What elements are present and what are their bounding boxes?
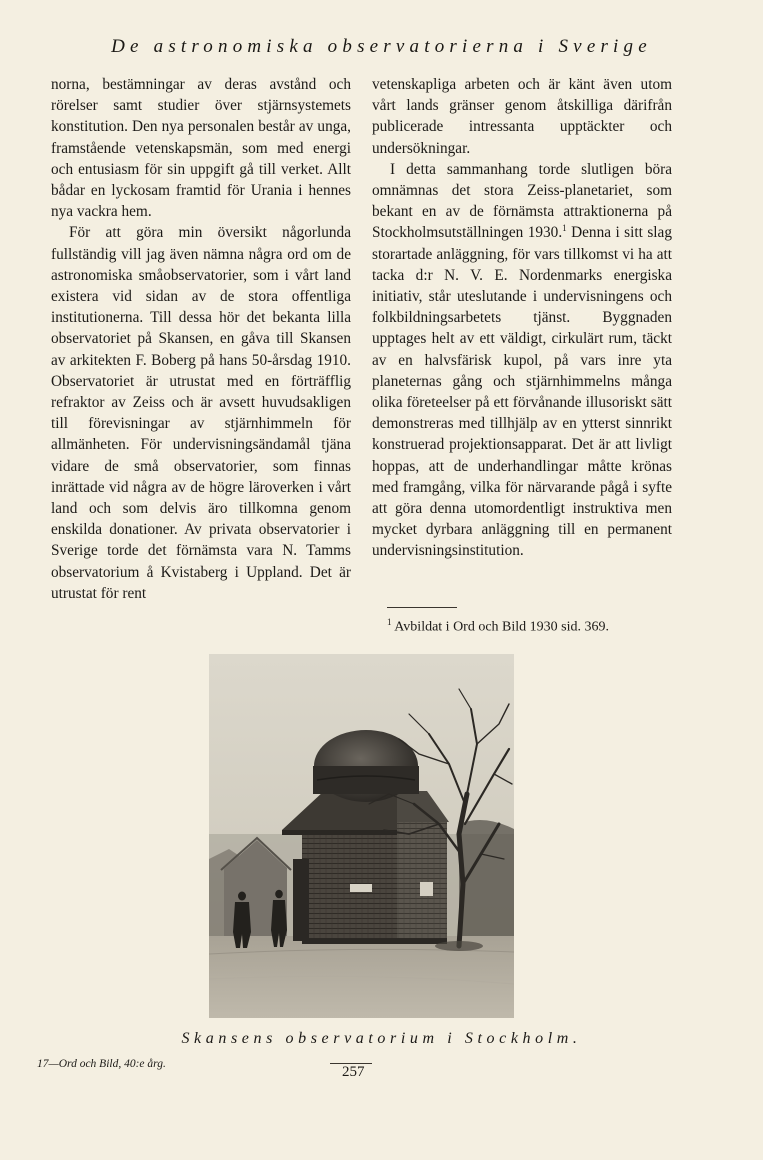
right-paragraph-2 — [372, 159, 672, 562]
left-column — [51, 74, 351, 604]
right-paragraph-1: vetenskapliga arbeten och är känt även utom vårt lands gränser genom åtskilliga därifrån publicerade intressanta upptäckter och undersökningar. — [372, 76, 672, 157]
right-paragraph-2-start: I detta sammanhang torde slutligen böra omnämnas det stora Zeiss-planetariet, som bekant en av de förnämsta attraktionerna på Stockholmsutställningen 1930. — [372, 160, 672, 242]
background-trees — [459, 820, 514, 944]
left-paragraph-2: För att göra min översikt någorlunda fullständig vill jag även nämna några ord om de astronomiska småobservatorier, som i vårt land existera vid sidan av de stora offentliga institutionerna. Till dessa hör det bekanta lilla observatoriet på Skansen, en gåva till Skansen av arkitekten F. Boberg på hans 50-årsdag 1910. Observatoriet är utrustat med en förträfflig refraktor av Zeiss och är avsett huvudsakligen till förevisningar av stjärnhimmeln för allmänheten. För undervisningsändamål tjäna vidare de små observatorier, som finnas inrättade vid några av de högre läroverken i vårt land och som delvis äro tillkomna genom enskilda donationer. Av privata observatorier i Sverige torde det förnämsta vara N. Tamms observatorium å Kvistaberg i Uppland. Det är utrustat för rent — [51, 224, 351, 602]
journal-source: 17—Ord och Bild, 40:e årg. — [37, 1058, 166, 1070]
footnote-marker: 1 — [387, 617, 392, 627]
figure-caption: Skansens observatorium i Stockholm. — [181, 1030, 582, 1047]
page-number: 257 — [342, 1064, 365, 1080]
footnote — [387, 613, 687, 637]
running-title: De astronomiska observatorierna i Sverige — [111, 36, 652, 57]
footnote-text: Avbildat i Ord och Bild 1930 sid. 369. — [391, 619, 610, 635]
observatory-photograph — [209, 654, 514, 1018]
observatory-photograph-drawing — [209, 654, 514, 1018]
right-paragraph-2-end: Denna i sitt slag storartade anläggning, för vars tillkomst vi ha att tacka d:r N. V. E. Nordenmarks energiska initiativ, står uteslutande i undervisningens och folkbildningsarbetets tjänst. Byggnaden upptages helt av ett väldigt, cirkulärt rum, täckt av en halvsfärisk kupol, på vars inre yta planeternas gång och stjärnhimmelns många olika företeelser på ett förvånande illusoriskt sätt demonstreras med tillhjälp av en ytterst sinnrikt konstruerad projektionsapparat. Det är att livligt hoppas, att de underhandlingar måtte krönas med framgång, vilka för närvarande pågå i syfte att göra denna utomordentligt instruktiva men mycket dyrbara anläggning till en permanent undervisningsinstitution. — [372, 224, 672, 560]
footnote-reference: 1 — [562, 223, 567, 234]
left-paragraph-1: norna, bestämningar av deras avstånd och rörelser samt studier över stjärnsystemets konstitution. Den nya personalen består av unga, framstående vetenskapsmän, som med energi och entusiasm för sin uppgift gå till verket. Allt bådar en lyckosam framtid för Urania i hennes nya vackra hem. — [51, 76, 351, 221]
right-column — [372, 74, 672, 562]
footnote-rule — [387, 607, 457, 608]
